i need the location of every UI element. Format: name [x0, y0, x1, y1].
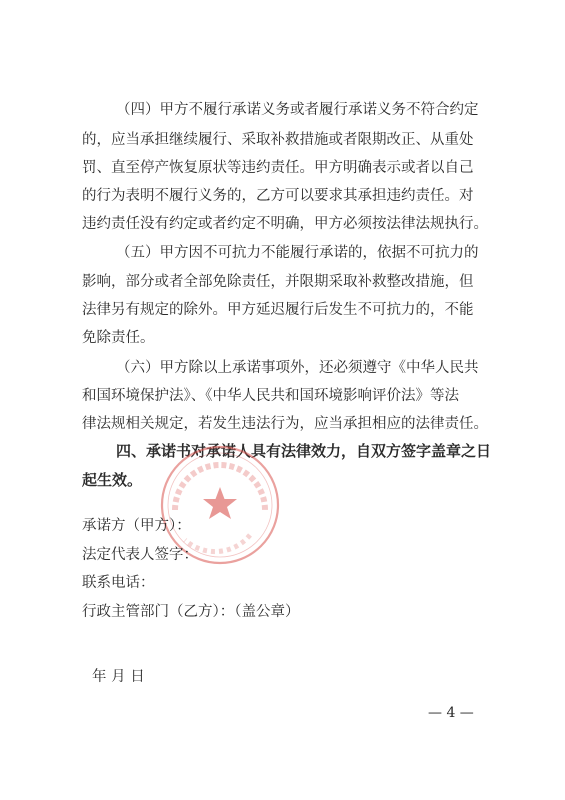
clause-4-line-2: 起生效。	[82, 471, 143, 489]
para-4-line-2: 的，应当承担继续履行、采取补救措施或者限期改正、从重处	[82, 132, 474, 148]
para-6-line-2: 和国环境保护法》、《中华人民共和国环境影响评价法》等法	[82, 388, 459, 404]
para-4-line-5: 违约责任没有约定或者约定不明确，甲方必须按法律法规执行。	[82, 216, 488, 232]
para-5-line-3: 法律另有规定的除外。甲方延迟履行后发生不可抗力的，不能	[82, 302, 474, 318]
phone-label: 联系电话：	[82, 575, 155, 591]
para-4-line-1: （四）甲方不履行承诺义务或者履行承诺义务不符合约定	[116, 102, 479, 118]
promisor-label: 承诺方（甲方）：	[82, 518, 191, 534]
legal-representative-label: 法定代表人签字：	[82, 547, 198, 563]
date-line: 年 月 日	[92, 669, 145, 685]
para-5-line-2: 影响，部分或者全部免除责任，并限期采取补救整改措施，但	[82, 274, 474, 290]
para-5-line-1: （五）甲方因不可抗力不能履行承诺的，依据不可抗力的	[116, 245, 479, 261]
clause-4-line-1: 四、承诺书对承诺人具有法律效力，自双方签字盖章之日	[116, 442, 492, 460]
page-number: — 4 —	[428, 705, 474, 721]
para-6-line-1: （六）甲方除以上承诺事项外，还必须遵守《中华人民共	[116, 360, 479, 376]
para-6-line-3: 律法规相关规定，若发生违法行为，应当承担相应的法律责任。	[82, 416, 488, 432]
para-5-line-4: 免除责任。	[82, 330, 155, 346]
para-4-line-4: 的行为表明不履行义务的，乙方可以要求其承担违约责任。对	[82, 188, 474, 204]
authority-label: 行政主管部门（乙方）：（盖公章）	[82, 604, 300, 620]
para-4-line-3: 罚、直至停产恢复原状等违约责任。甲方明确表示或者以自己	[82, 160, 474, 176]
